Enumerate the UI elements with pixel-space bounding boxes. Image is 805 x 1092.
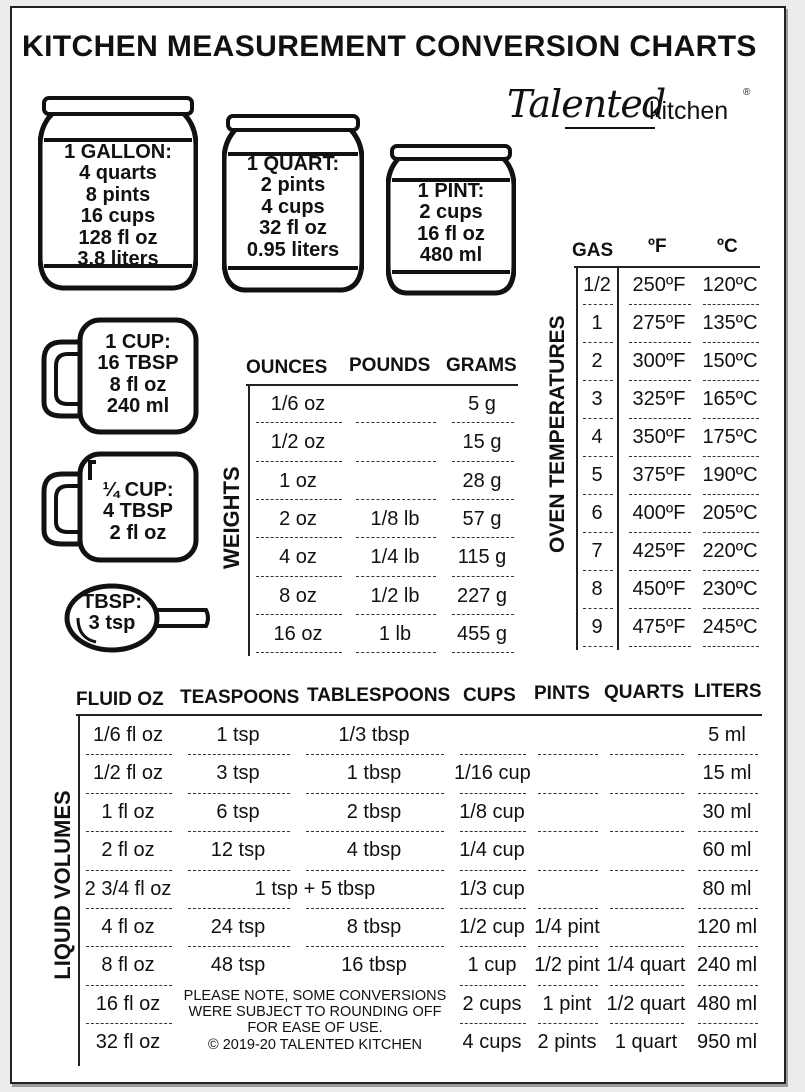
- oven-f-cell: 375ºF: [632, 464, 686, 486]
- row-divider: [86, 870, 172, 871]
- quart-line: 32 fl oz: [259, 217, 327, 240]
- liquid-liters-cell: 480 ml: [696, 992, 758, 1015]
- oven-c-cell: 135ºC: [702, 312, 758, 334]
- weight-grams-cell: 5 g: [468, 393, 496, 415]
- quarter-cup-text: [80, 480, 196, 544]
- oven-f-cell: 250ºF: [632, 274, 686, 296]
- quarter-cup-line: ¼ CUP:: [102, 479, 174, 501]
- weights-header-pounds: POUNDS: [349, 355, 431, 376]
- row-divider: [629, 342, 691, 343]
- liquid-cups-cell: 4 cups: [462, 1031, 522, 1054]
- liquid-header-liters: LITERS: [694, 681, 762, 702]
- row-divider: [583, 456, 613, 457]
- oven-header-f: ºF: [648, 236, 667, 257]
- row-divider: [698, 908, 758, 909]
- weight-ounces-cell: 1 oz: [279, 469, 317, 492]
- oven-c-cell: 175ºC: [702, 426, 758, 448]
- oven-f-cell: 325ºF: [632, 388, 686, 410]
- liquid-liters-cell: 950 ml: [696, 1031, 758, 1054]
- oven-gas-cell: 8: [591, 578, 603, 600]
- row-divider: [452, 422, 514, 423]
- row-divider: [86, 946, 172, 947]
- weight-ounces-cell: 8 oz: [279, 584, 317, 607]
- pint-line: 2 cups: [419, 201, 483, 224]
- row-divider: [306, 870, 444, 871]
- row-divider: [86, 1023, 172, 1024]
- liquid-teaspoons-cell: 6 tsp: [216, 800, 260, 823]
- row-divider: [256, 614, 342, 615]
- note-line: WERE SUBJECT TO ROUNDING OFF: [188, 1004, 442, 1021]
- weight-grams-cell: 455 g: [456, 622, 508, 645]
- row-divider: [188, 946, 290, 947]
- liquid-fluid-oz-cell: 2 3/4 fl oz: [84, 877, 172, 900]
- row-divider: [538, 870, 598, 871]
- row-divider: [583, 418, 613, 419]
- row-divider: [188, 754, 290, 755]
- row-divider: [583, 532, 613, 533]
- liquid-tablespoons-cell: 2 tbsp: [346, 800, 402, 823]
- row-divider: [460, 908, 526, 909]
- row-divider: [629, 646, 691, 647]
- liquid-tablespoons-cell: 8 tbsp: [346, 916, 402, 938]
- liquid-cups-cell: 1/2 cup: [459, 916, 525, 938]
- liquid-liters-cell: 5 ml: [708, 724, 746, 746]
- row-divider: [583, 304, 613, 305]
- liquid-header-rule: [76, 714, 762, 716]
- row-divider: [629, 304, 691, 305]
- row-divider: [460, 1023, 526, 1024]
- weight-grams-cell: 15 g: [462, 431, 502, 454]
- rounding-note: [182, 988, 448, 1053]
- row-divider: [188, 908, 290, 909]
- row-divider: [629, 418, 691, 419]
- row-divider: [703, 608, 759, 609]
- liquid-liters-cell: 240 ml: [696, 954, 758, 977]
- page-title: KITCHEN MEASUREMENT CONVERSION CHARTS: [22, 30, 757, 63]
- row-divider: [610, 754, 684, 755]
- liquid-liters-cell: 80 ml: [702, 877, 752, 900]
- oven-gas-cell: 5: [591, 464, 603, 486]
- row-divider: [703, 304, 759, 305]
- row-divider: [538, 1023, 598, 1024]
- weight-ounces-cell: 1/2 oz: [270, 431, 326, 454]
- liquid-header-pints: PINTS: [534, 683, 590, 704]
- liquid-cups-cell: 1/8 cup: [459, 800, 525, 823]
- oven-f-cell: 400ºF: [632, 502, 686, 524]
- pint-line: 16 fl oz: [417, 222, 485, 245]
- liquid-cups-cell: 1 cup: [467, 954, 517, 977]
- oven-c-cell: 230ºC: [702, 578, 758, 600]
- row-divider: [583, 646, 613, 647]
- liquid-tablespoons-cell: 16 tbsp: [341, 954, 407, 977]
- cup-line: 16 TBSP: [97, 352, 179, 375]
- row-divider: [629, 608, 691, 609]
- note-line: FOR EASE OF USE.: [247, 1020, 383, 1037]
- oven-c-cell: 120ºC: [702, 274, 758, 296]
- oven-c-cell: 165ºC: [702, 388, 758, 410]
- row-divider: [703, 418, 759, 419]
- brand-logo: [507, 82, 757, 142]
- row-divider: [256, 422, 342, 423]
- row-divider: [356, 422, 436, 423]
- liquid-quarts-cell: 1 quart: [614, 1031, 678, 1054]
- gallon-line: 3.8 liters: [77, 247, 159, 270]
- weight-pounds-cell: 1/8 lb: [370, 507, 420, 530]
- row-divider: [356, 461, 436, 462]
- weight-ounces-cell: 2 oz: [279, 507, 317, 530]
- quarter-cup-mug: [40, 450, 200, 564]
- oven-gas-cell: 1/2: [583, 274, 611, 296]
- oven-header-rule: [574, 266, 760, 268]
- quarter-cup-line: 4 TBSP: [102, 500, 174, 523]
- row-divider: [538, 946, 598, 947]
- cup-line: 240 ml: [106, 395, 170, 418]
- pint-jar: [386, 144, 516, 296]
- note-line: © 2019-20 TALENTED KITCHEN: [207, 1036, 423, 1053]
- row-divider: [256, 461, 342, 462]
- row-divider: [460, 985, 526, 986]
- pint-line: 1 PINT:: [417, 180, 485, 202]
- liquid-tablespoons-cell: 4 tbsp: [346, 839, 402, 862]
- row-divider: [610, 946, 684, 947]
- weight-ounces-cell: 16 oz: [273, 622, 323, 645]
- oven-gas-rule: [617, 266, 619, 650]
- row-divider: [703, 570, 759, 571]
- liquid-teaspoons-cell: 24 tsp: [210, 916, 266, 938]
- liquid-pints-cell: 2 pints: [537, 1031, 597, 1054]
- liquid-fluid-oz-cell: 1/6 fl oz: [92, 724, 164, 746]
- liquid-fluid-oz-cell: 2 fl oz: [101, 839, 155, 862]
- liquid-header-tablespoons: TABLESPOONS: [307, 685, 451, 706]
- liquid-pints-cell: 1/2 pint: [534, 954, 600, 977]
- gallon-line: 16 cups: [80, 205, 156, 228]
- row-divider: [629, 570, 691, 571]
- row-divider: [256, 576, 342, 577]
- weight-pounds-cell: 1/2 lb: [370, 584, 420, 607]
- row-divider: [583, 570, 613, 571]
- liquid-cups-cell: 2 cups: [462, 992, 522, 1015]
- weights-header-ounces: OUNCES: [246, 357, 328, 378]
- liquid-teaspoons-cell: 12 tsp: [210, 839, 266, 862]
- tbsp-text: [64, 592, 160, 635]
- liquid-pints-cell: 1/4 pint: [534, 916, 600, 938]
- weight-grams-cell: 227 g: [456, 584, 508, 607]
- cup-line: 1 CUP:: [105, 331, 171, 353]
- row-divider: [188, 793, 290, 794]
- liquid-teaspoons-cell: 1 tsp: [216, 724, 260, 746]
- oven-gas-cell: 4: [591, 426, 603, 448]
- row-divider: [538, 985, 598, 986]
- liquid-fluid-oz-cell: 16 fl oz: [95, 992, 161, 1015]
- liquid-fluid-oz-cell: 8 fl oz: [101, 954, 155, 977]
- liquid-teaspoons-cell: 3 tsp: [216, 762, 260, 785]
- row-divider: [583, 608, 613, 609]
- row-divider: [306, 754, 444, 755]
- pint-text: [386, 181, 516, 267]
- row-divider: [610, 793, 684, 794]
- oven-gas-cell: 3: [591, 388, 603, 410]
- row-divider: [452, 614, 514, 615]
- row-divider: [538, 793, 598, 794]
- row-divider: [86, 793, 172, 794]
- row-divider: [356, 537, 436, 538]
- weights-header-grams: GRAMS: [446, 355, 517, 376]
- row-divider: [356, 652, 436, 653]
- oven-c-cell: 245ºC: [702, 616, 758, 638]
- oven-c-cell: 190ºC: [702, 464, 758, 486]
- row-divider: [460, 754, 526, 755]
- oven-gas-cell: 6: [591, 502, 603, 524]
- row-divider: [629, 494, 691, 495]
- oven-header-gas: GAS: [572, 240, 614, 261]
- oven-header-c: ºC: [717, 236, 738, 257]
- cup-line: 8 fl oz: [109, 373, 167, 396]
- liquid-teaspoons-cell: 1 tsp + 5 tbsp: [254, 877, 376, 900]
- oven-gas-cell: 2: [591, 350, 603, 372]
- oven-c-cell: 150ºC: [702, 350, 758, 372]
- oven-f-cell: 475ºF: [632, 616, 686, 638]
- oven-f-cell: 275ºF: [632, 312, 686, 334]
- row-divider: [86, 908, 172, 909]
- row-divider: [698, 754, 758, 755]
- liquid-liters-cell: 30 ml: [702, 800, 752, 823]
- liquid-quarts-cell: 1/4 quart: [606, 954, 686, 977]
- liquid-header-quarts: QUARTS: [604, 682, 685, 703]
- row-divider: [356, 614, 436, 615]
- row-divider: [86, 754, 172, 755]
- liquid-quarts-cell: 1/2 quart: [606, 992, 686, 1015]
- oven-gas-cell: 9: [591, 616, 603, 638]
- liquid-cups-cell: 1/4 cup: [459, 839, 525, 862]
- liquid-cups-cell: 1/3 cup: [459, 877, 525, 900]
- gallon-line: 4 quarts: [79, 162, 157, 185]
- row-divider: [306, 908, 444, 909]
- liquid-fluid-oz-cell: 4 fl oz: [101, 916, 155, 938]
- row-divider: [703, 342, 759, 343]
- row-divider: [460, 870, 526, 871]
- row-divider: [698, 946, 758, 947]
- liquid-liters-cell: 60 ml: [702, 839, 752, 862]
- brand-script: Talented: [507, 82, 666, 126]
- weight-pounds-cell: 1/4 lb: [370, 546, 420, 569]
- quart-line: 1 QUART:: [246, 153, 340, 175]
- row-divider: [86, 985, 172, 986]
- cup-mug: [40, 316, 200, 436]
- row-divider: [703, 380, 759, 381]
- gallon-jar: [38, 96, 198, 292]
- row-divider: [610, 831, 684, 832]
- row-divider: [583, 380, 613, 381]
- row-divider: [306, 946, 444, 947]
- quart-text: [222, 154, 364, 261]
- gallon-text: [38, 142, 198, 270]
- row-divider: [452, 537, 514, 538]
- oven-f-cell: 425ºF: [632, 540, 686, 562]
- pint-line: 480 ml: [419, 244, 483, 267]
- row-divider: [256, 652, 342, 653]
- quarter-cup-line: 2 fl oz: [109, 521, 167, 544]
- row-divider: [256, 537, 342, 538]
- row-divider: [610, 1023, 684, 1024]
- oven-c-cell: 220ºC: [702, 540, 758, 562]
- row-divider: [188, 870, 290, 871]
- row-divider: [698, 985, 758, 986]
- row-divider: [306, 793, 444, 794]
- cup-text: [80, 332, 196, 418]
- weights-label: WEIGHTS: [219, 466, 244, 569]
- row-divider: [583, 342, 613, 343]
- row-divider: [356, 576, 436, 577]
- liquid-header-fluid-oz: FLUID OZ: [76, 689, 164, 710]
- row-divider: [86, 831, 172, 832]
- row-divider: [188, 831, 290, 832]
- row-divider: [306, 831, 444, 832]
- quart-line: 4 cups: [261, 195, 325, 218]
- row-divider: [452, 576, 514, 577]
- row-divider: [610, 908, 684, 909]
- liquid-header-teaspoons: TEASPOONS: [180, 687, 300, 708]
- liquid-liters-cell: 15 ml: [702, 762, 752, 785]
- brand-name: kitchen: [649, 97, 729, 125]
- row-divider: [703, 646, 759, 647]
- oven-f-cell: 450ºF: [632, 578, 686, 600]
- weight-grams-cell: 57 g: [462, 507, 502, 530]
- row-divider: [698, 793, 758, 794]
- row-divider: [698, 831, 758, 832]
- oven-gas-cell: 1: [591, 312, 603, 334]
- row-divider: [610, 985, 684, 986]
- row-divider: [629, 456, 691, 457]
- row-divider: [460, 793, 526, 794]
- tbsp-line: 3 tsp: [88, 612, 136, 635]
- row-divider: [698, 1023, 758, 1024]
- quart-line: 0.95 liters: [246, 238, 340, 261]
- gallon-line: 8 pints: [85, 183, 151, 206]
- liquid-tablespoons-cell: 1 tbsp: [346, 762, 402, 785]
- gallon-line: 1 GALLON:: [64, 141, 172, 163]
- row-divider: [452, 499, 514, 500]
- row-divider: [538, 754, 598, 755]
- row-divider: [703, 494, 759, 495]
- liquid-liters-cell: 120 ml: [696, 916, 758, 938]
- tbsp-line: TBSP:: [82, 591, 142, 613]
- gallon-line: 128 fl oz: [78, 226, 158, 249]
- row-divider: [460, 831, 526, 832]
- weights-header-rule: [246, 384, 518, 386]
- note-line: PLEASE NOTE, SOME CONVERSIONS: [183, 988, 447, 1004]
- row-divider: [452, 652, 514, 653]
- weight-grams-cell: 115 g: [457, 546, 507, 569]
- row-divider: [703, 532, 759, 533]
- liquid-fluid-oz-cell: 32 fl oz: [95, 1031, 161, 1054]
- brand-registered: ®: [743, 87, 751, 98]
- row-divider: [698, 870, 758, 871]
- oven-gas-cell: 7: [591, 540, 603, 562]
- row-divider: [356, 499, 436, 500]
- liquid-header-cups: CUPS: [463, 685, 516, 706]
- weight-ounces-cell: 1/6 oz: [270, 393, 326, 415]
- row-divider: [703, 456, 759, 457]
- oven-label: OVEN TEMPERATURES: [546, 315, 569, 553]
- oven-f-cell: 350ºF: [632, 426, 686, 448]
- liquid-tablespoons-cell: 1/3 tbsp: [338, 724, 410, 746]
- liquid-fluid-oz-cell: 1 fl oz: [101, 800, 155, 823]
- row-divider: [610, 870, 684, 871]
- row-divider: [460, 946, 526, 947]
- weight-pounds-cell: 1 lb: [378, 622, 412, 645]
- tablespoon: [64, 582, 212, 654]
- liquid-pints-cell: 1 pint: [542, 992, 592, 1015]
- liquid-label: LIQUID VOLUMES: [50, 790, 75, 980]
- liquid-teaspoons-cell: 48 tsp: [210, 954, 266, 977]
- quart-line: 2 pints: [260, 174, 326, 197]
- row-divider: [538, 908, 598, 909]
- row-divider: [629, 532, 691, 533]
- liquid-fluid-oz-cell: 1/2 fl oz: [92, 762, 164, 785]
- row-divider: [538, 831, 598, 832]
- row-divider: [583, 494, 613, 495]
- weight-grams-cell: 28 g: [462, 469, 502, 492]
- row-divider: [452, 461, 514, 462]
- oven-f-cell: 300ºF: [632, 350, 686, 372]
- row-divider: [256, 499, 342, 500]
- weight-ounces-cell: 4 oz: [279, 546, 317, 569]
- brand-underline: [565, 127, 655, 129]
- liquid-cups-cell: 1/16 cup: [454, 762, 531, 785]
- row-divider: [629, 380, 691, 381]
- quart-jar: [222, 114, 364, 294]
- oven-c-cell: 205ºC: [702, 502, 758, 524]
